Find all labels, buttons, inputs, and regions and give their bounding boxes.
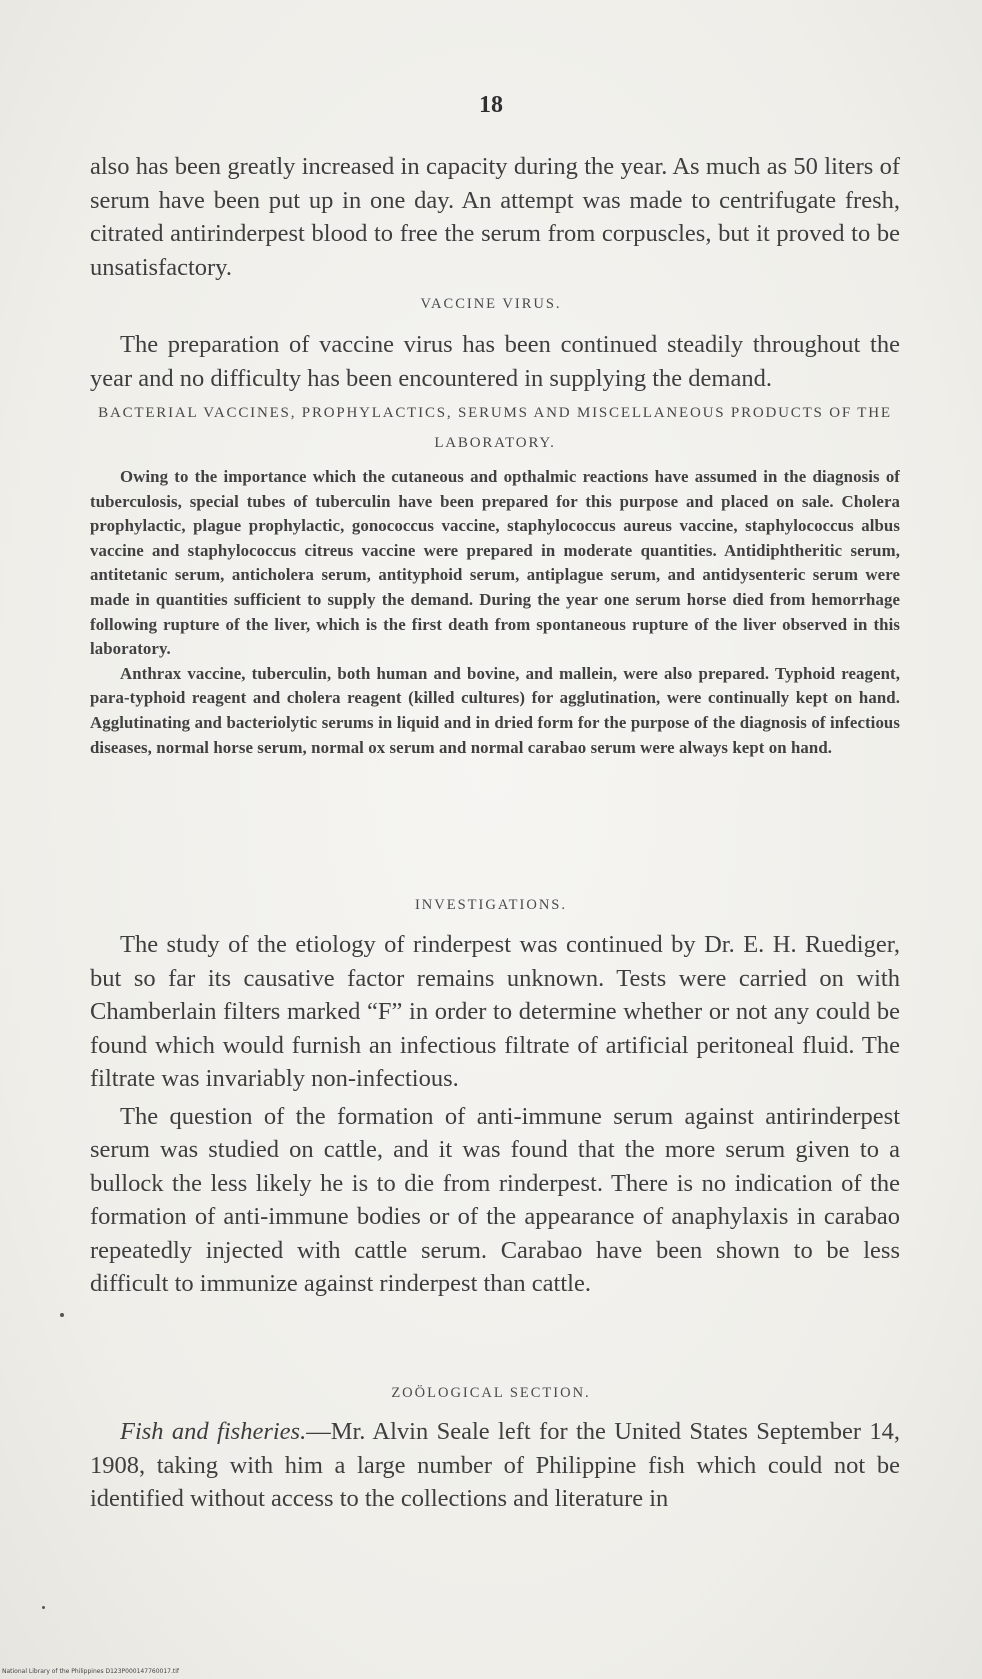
page-number: 18 (479, 92, 503, 118)
investigations-paragraph-2: The question of the formation of anti-immune serum against antirinderpest serum was studied on cattle, and it was found that the more serum given to a bullock the less likely he is to die from rinderpest. There is no indication of the formation of anti-immune bodies or of the appearance of anaphylaxis in carabao repeatedly injected with cattle serum. Carabao have been shown to be less difficult to immunize against rinderpest than cattle. (90, 1102, 900, 1297)
bacterial-paragraph-2: Anthrax vaccine, tuberculin, both human and bovine, and mallein, were also prepared. Typhoid reagent, para-typhoid reagent and cholera reagent (killed cultures) for agglutination, were continually kept on hand. Agglutinating and bacteriolytic serums in liquid and in dried form for the purpose of the diagnosis of infectious diseases, normal horse serum, normal ox serum and normal carabao serum were always kept on hand. (90, 663, 900, 757)
bacterial-paragraph-1: Owing to the importance which the cutaneous and opthalmic reactions have assumed in the diagnosis of tuberculosis, special tubes of tuberculin have been prepared for this purpose and placed on sale. Cholera prophylactic, plague prophylactic, gonococcus vaccine, staphylococcus aureus vaccine, staphylococcus albus vaccine and staphylococcus citreus vaccine were prepared in moderate quantities. Antidiphtheritic serum, antitetanic serum, anticholera serum, antityphoid serum, antiplague serum, and antidysenteric serum were made in quantities sufficient to supply the demand. During the year one serum horse died from hemorrhage following rupture of the liver, which is the first death from spontaneous rupture of the liver observed in this laboratory. (90, 467, 900, 659)
intro-paragraph: also has been greatly increased in capacity during the year. As much as 50 liters of serum have been put up in one day. An attempt was made to centrifugate fresh, citrated antirinderpest blood to free the serum from corpuscles, but it proved to be unsatisfactory. (90, 153, 900, 281)
bacterial-block (90, 465, 900, 760)
scan-speck (60, 1313, 64, 1317)
fish-text: —Mr. Alvin Seale left for the United States September 14, 1908, taking with him a large number of Philippine fish which could not be identified without access to the collections and literature in (90, 1418, 900, 1512)
scan-speck (42, 1606, 45, 1609)
vaccine-virus-heading: VACCINE VIRUS. (420, 296, 562, 312)
fish-title: Fish and fisheries. (120, 1418, 307, 1445)
vaccine-paragraph-block (90, 328, 900, 395)
fish-paragraph (90, 1415, 900, 1516)
intro-paragraph-block (90, 150, 900, 284)
scan-footer: National Library of the Philippines D123P000147760017.tif (2, 1668, 180, 1675)
bacterial-heading: BACTERIAL VACCINES, PROPHYLACTICS, SERUMS AND MISCELLANEOUS PRODUCTS OF THE LABORATORY. (98, 405, 892, 451)
zoological-section-heading: ZOÖLOGICAL SECTION. (391, 1385, 591, 1401)
fish-block (90, 1415, 900, 1516)
investigations-heading: INVESTIGATIONS. (414, 897, 568, 913)
investigations-paragraph-1: The study of the etiology of rinderpest was continued by Dr. E. H. Ruediger, but so far its causative factor remains unknown. Tests were carried on with Chamberlain filters marked “F” in order to determine whether or not any could be found which would furnish an infectious filtrate of artificial peritoneal fluid. The filtrate was invariably non-infectious. (90, 931, 900, 1092)
vaccine-paragraph: The preparation of vaccine virus has been continued steadily throughout the year and no difficulty has been encountered in supplying the demand. (90, 331, 900, 392)
investigations-block (90, 928, 900, 1301)
